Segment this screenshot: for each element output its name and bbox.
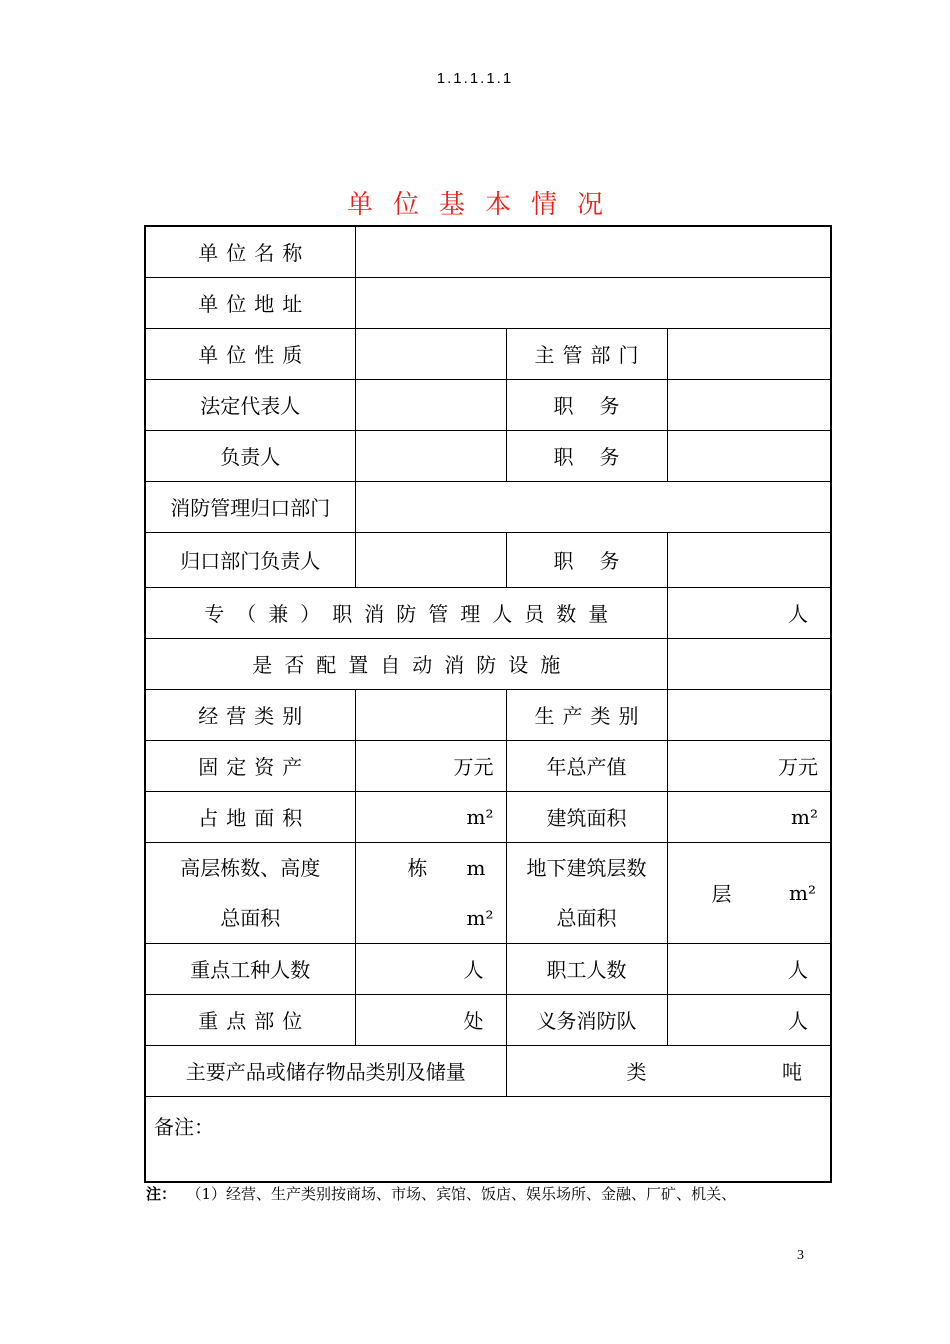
field-position-1[interactable]	[667, 379, 831, 430]
unit-wanyuan: 万元	[453, 755, 494, 779]
label-dept-head: 归口部门负责人	[145, 532, 355, 587]
field-fixed-assets[interactable]	[355, 740, 506, 791]
field-land-area[interactable]	[355, 791, 506, 842]
field-dept-head[interactable]	[355, 532, 506, 587]
label-unit-nature: 单位性质	[145, 328, 355, 379]
field-underground[interactable]	[667, 842, 831, 943]
label-person-in-charge: 负责人	[145, 430, 355, 481]
label-building-area: 建筑面积	[506, 791, 667, 842]
label-remarks: 备注：	[154, 1114, 214, 1139]
label-land-area: 占地面积	[145, 791, 355, 842]
label-legal-rep: 法定代表人	[145, 379, 355, 430]
unit-chu: 处	[463, 1009, 484, 1033]
label-position-2: 职务	[506, 430, 667, 481]
label-fire-mgmt-dept: 消防管理归口部门	[145, 481, 355, 532]
footnote	[146, 1183, 846, 1204]
label-employee-count: 职工人数	[506, 943, 667, 994]
label-underground-floors: 地下建筑层数	[526, 855, 647, 880]
label-fixed-assets: 固定资产	[145, 740, 355, 791]
field-production-category[interactable]	[667, 689, 831, 740]
unit-person: 人	[788, 1009, 808, 1033]
field-annual-output[interactable]	[667, 740, 831, 791]
unit-m2: m²	[791, 804, 818, 829]
field-highrise[interactable]	[355, 842, 506, 943]
unit-dong: 栋	[407, 855, 428, 880]
page-title: 单位基本情况	[346, 190, 623, 220]
label-underground-total-area: 总面积	[556, 905, 617, 930]
label-highrise	[145, 842, 355, 943]
label-highrise-total-area: 总面积	[220, 905, 281, 930]
label-key-worker-count: 重点工种人数	[145, 943, 355, 994]
unit-dun: 吨	[782, 1060, 802, 1084]
label-underground	[506, 842, 667, 943]
highrise-count-units	[356, 843, 506, 893]
remarks-cell[interactable]	[145, 1096, 831, 1182]
field-auto-fire-facilities[interactable]	[667, 638, 831, 689]
label-main-products: 主要产品或储存物品类别及储量	[145, 1045, 506, 1096]
label-auto-fire-facilities: 是否配置自动消防设施	[145, 638, 667, 689]
field-key-worker-count[interactable]	[355, 943, 506, 994]
label-unit-address: 单位地址	[145, 277, 355, 328]
unit-lei: 类	[626, 1060, 647, 1084]
unit-m2: m²	[466, 804, 494, 829]
underground-units	[668, 878, 831, 907]
unit-ceng: 层	[711, 882, 732, 906]
label-supervisor-dept: 主管部门	[506, 328, 667, 379]
label-annual-output: 年总产值	[506, 740, 667, 791]
label-business-category: 经营类别	[145, 689, 355, 740]
unit-person: 人	[788, 958, 808, 982]
field-building-area[interactable]	[667, 791, 831, 842]
field-business-category[interactable]	[355, 689, 506, 740]
field-volunteer-brigade[interactable]	[667, 994, 831, 1045]
label-position-1: 职务	[506, 379, 667, 430]
unit-m: m	[466, 855, 486, 880]
field-unit-nature[interactable]	[355, 328, 506, 379]
label-fire-staff-count: 专（兼）职消防管理人员数量	[145, 587, 667, 638]
field-unit-name[interactable]	[355, 226, 831, 277]
label-unit-name: 单位名称	[145, 226, 355, 277]
field-person-in-charge[interactable]	[355, 430, 506, 481]
main-products-units	[507, 1056, 831, 1085]
field-fire-staff-count[interactable]	[667, 587, 831, 638]
field-position-3[interactable]	[667, 532, 831, 587]
field-unit-address[interactable]	[355, 277, 831, 328]
page-number: 3	[797, 1248, 804, 1263]
unit-person: 人	[788, 602, 808, 626]
field-key-parts[interactable]	[355, 994, 506, 1045]
basic-info-form	[144, 225, 832, 1183]
label-volunteer-brigade: 义务消防队	[506, 994, 667, 1045]
footnote-text: （1）经营、生产类别按商场、市场、宾馆、饭店、娱乐场所、金融、厂矿、机关、	[194, 1185, 737, 1203]
field-supervisor-dept[interactable]	[667, 328, 831, 379]
field-main-products[interactable]	[506, 1045, 831, 1096]
field-legal-rep[interactable]	[355, 379, 506, 430]
footnote-label: 注：	[146, 1185, 177, 1203]
unit-person: 人	[463, 958, 484, 982]
label-production-category: 生产类别	[506, 689, 667, 740]
unit-m2: m²	[789, 880, 816, 905]
field-fire-mgmt-dept[interactable]	[355, 481, 831, 532]
header-number: 1.1.1.1.1	[436, 70, 514, 87]
field-position-2[interactable]	[667, 430, 831, 481]
highrise-area-unit	[356, 893, 506, 943]
label-key-parts: 重点部位	[145, 994, 355, 1045]
unit-m2: m²	[466, 905, 494, 930]
field-employee-count[interactable]	[667, 943, 831, 994]
label-position-3: 职务	[506, 532, 667, 587]
unit-wanyuan: 万元	[778, 755, 818, 779]
label-highrise-count-height: 高层栋数、高度	[180, 855, 321, 880]
